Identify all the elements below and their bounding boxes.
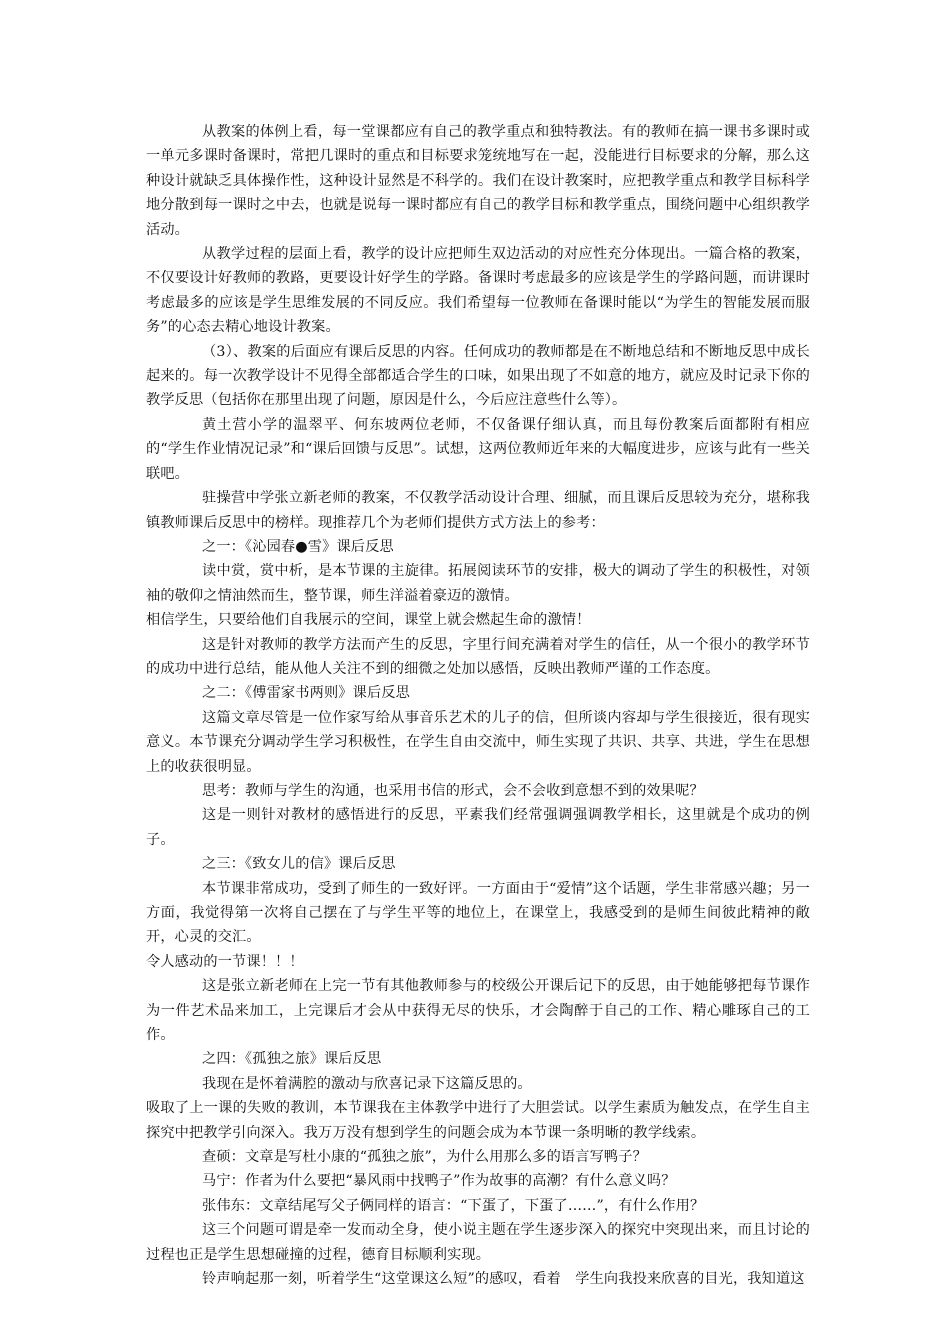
paragraph: 从教案的体例上看，每一堂课都应有自己的教学重点和独特教法。有的教师在搞一课书多课时或一单元多课时备课时，常把几课时的重点和目标要求笼统地写在一起，没能进行目标要求的分解，那么这种设计就缺乏具体操作性，这种设计显然是不科学的。我们在设计教案时，应把教学重点和教学目标科学地分散到每一课时之中去，也就是说每一课时都应有自己的教学目标和教学重点，围绕问题中心组织教学活动。: [146, 124, 810, 238]
paragraph: 这篇文章尽管是一位作家写给从事音乐艺术的儿子的信，但所谈内容却与学生很接近，很有现实意义。本节课充分调动学生学习积极性，在学生自由交流中，师生实现了共识、共享、共进，学生在思想上的收获很明显。: [146, 709, 810, 775]
section-heading: 之一：《沁园春●雪》课后反思: [202, 538, 394, 555]
paragraph: （3）、教案的后面应有课后反思的内容。任何成功的教师都是在不断地总结和不断地反思中成长起来的。每一次教学设计不见得全部都适合学生的口味，如果出现了不如意的地方，就应及时记录下你的教学反思（包括你在那里出现了问题，原因是什么，今后应注意些什么等）。: [146, 343, 810, 409]
paragraph: 从教学过程的层面上看，教学的设计应把师生双边活动的对应性充分体现出。一篇合格的教案，不仅要设计好教师的教路，更要设计好学生的学路。备课时考虑最多的应该是学生的学路问题，而讲课时考虑最多的应该是学生思维发展的不同反应。我们希望每一位教师在备课时能以“为学生的智能发展而服务”的心态去精心地设计教案。: [146, 246, 810, 336]
document-body: [146, 120, 810, 1292]
paragraph: 令人感动的一节课！！！: [146, 953, 304, 970]
paragraph: 这是一则针对教材的感悟进行的反思，平素我们经常强调强调教学相长，这里就是个成功的例子。: [146, 807, 810, 848]
paragraph: 马宁：作者为什么要把“暴风雨中找鸭子”作为故事的高潮？有什么意义吗？: [202, 1173, 676, 1190]
section-heading: 之四：《孤独之旅》课后反思: [202, 1051, 382, 1068]
paragraph: 铃声响起那一刻，听着学生“这堂课这么短”的感叹，看着 学生向我投来欣喜的目光，我知道这: [202, 1271, 805, 1288]
paragraph: 相信学生，只要给他们自我展示的空间，课堂上就会燃起生命的激情！: [146, 612, 591, 629]
paragraph: 查硕：文章是写杜小康的“孤独之旅”，为什么用那么多的语言写鸭子？: [202, 1149, 647, 1166]
paragraph: 吸取了上一课的失败的教训，本节课我在主体教学中进行了大胆尝试。以学生素质为触发点，在学生自主探究中把教学引向深入。我万万没有想到学生的问题会成为本节课一条明晰的教学线索。: [146, 1100, 810, 1141]
paragraph: 这是张立新老师在上完一节有其他教师参与的校级公开课后记下的反思，由于她能够把每节课作为一件艺术品来加工，上完课后才会从中获得无尽的快乐，才会陶醉于自己的工作、精心雕琢自己的工作。: [146, 978, 810, 1044]
paragraph: 读中赏，赏中析，是本节课的主旋律。拓展阅读环节的安排，极大的调动了学生的积极性，对领袖的敬仰之情油然而生，整节课，师生洋溢着豪迈的激情。: [146, 563, 810, 604]
paragraph: 这是针对教师的教学方法而产生的反思，字里行间充满着对学生的信任，从一个很小的教学环节的成功中进行总结，能从他人关注不到的细微之处加以感悟，反映出教师严谨的工作态度。: [146, 636, 810, 677]
paragraph: 黄土营小学的温翠平、何东坡两位老师，不仅备课仔细认真，而且每份教案后面都附有相应的“学生作业情况记录”和“课后回馈与反思”。试想，这两位教师近年来的大幅度进步，应该与此有一些关联吧。: [146, 416, 810, 482]
paragraph: 驻操营中学张立新老师的教案，不仅教学活动设计合理、细腻，而且课后反思较为充分，堪称我镇教师课后反思中的榜样。现推荐几个为老师们提供方式方法上的参考：: [146, 490, 810, 531]
section-heading: 之二：《傅雷家书两则》课后反思: [202, 685, 410, 702]
section-heading: 之三：《致女儿的信》课后反思: [202, 856, 396, 873]
paragraph: 思考：教师与学生的沟通，也采用书信的形式，会不会收到意想不到的效果呢？: [202, 782, 704, 799]
paragraph: 我现在是怀着满腔的激动与欣喜记录下这篇反思的。: [202, 1075, 532, 1092]
paragraph: 张伟东：文章结尾写父子俩同样的语言：“下蛋了，下蛋了……”，有什么作用？: [202, 1197, 705, 1214]
paragraph: 这三个问题可谓是牵一发而动全身，使小说主题在学生逐步深入的探究中突现出来，而且讨论的过程也正是学生思想碰撞的过程，德育目标顺利实现。: [146, 1222, 810, 1263]
paragraph: 本节课非常成功，受到了师生的一致好评。一方面由于“爱情”这个话题，学生非常感兴趣；另一方面，我觉得第一次将自己摆在了与学生平等的地位上，在课堂上，我感受到的是师生间彼此精神的敞开，心灵的交汇。: [146, 880, 810, 946]
